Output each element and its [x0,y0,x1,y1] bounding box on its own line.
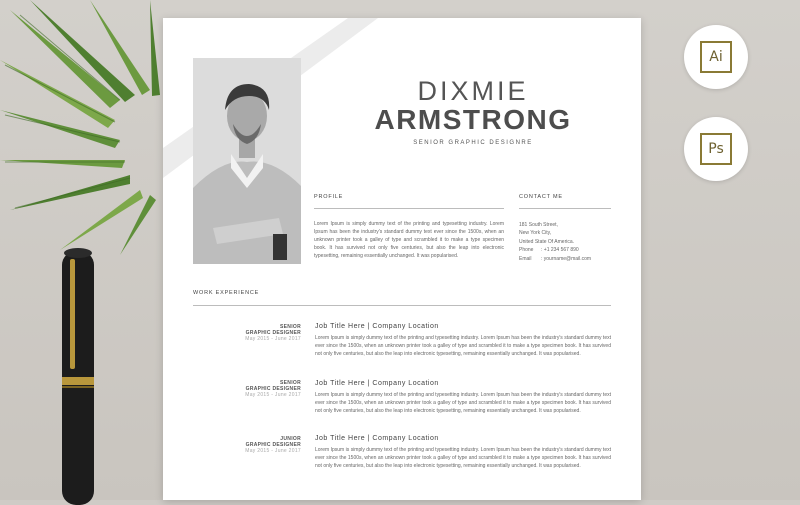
profile-photo [193,58,301,264]
resume-page [163,18,641,500]
job-role-name: GRAPHIC DESIGNER [245,386,301,393]
profile-divider [314,208,504,209]
email-label: Email [519,255,532,262]
job-role-level: SENIOR [280,324,301,330]
address-line-2: New York City, [519,230,552,237]
photoshop-icon: Ps [700,133,732,165]
job-dates: May 2015 - June 2017 [245,392,301,399]
pen-icon [58,245,98,505]
phone-label: Phone [519,247,534,254]
email-row [519,255,591,263]
illustrator-icon: Ai [700,41,732,73]
job-description: Lorem Ipsum is simply dummy text of the printing and typesetting industry. Lorem Ipsum has been the industry's standard dummy text ever since the 1500s, when an unknown printer took a galley of type and scrambled it to make a type specimen book. It has survived not only five centuries, but also the leap into electronic typesetting, remaining essentially unchanged. It was popularised. [315,392,611,414]
experience-heading: WORK EXPERIENCE [193,290,260,296]
address-line-1: 181 South Street, [519,222,558,228]
contact-heading: CONTACT ME [519,194,563,200]
job-role-level: JUNIOR [280,436,301,442]
profile-heading: PROFILE [314,194,344,200]
illustrator-badge [684,25,748,89]
job-description: Lorem Ipsum is simply dummy text of the printing and typesetting industry. Lorem Ipsum has been the industry's standard dummy text ever since the 1500s, when an unknown printer took a galley of type and scrambled it to make a type specimen book. It has survived not only five centuries, but also the leap into electronic typesetting, remaining essentially unchanged. It was popularised. [315,447,611,469]
job-role-level: SENIOR [280,380,301,386]
job-title-heading: Job Title Here | Company Location [315,380,439,387]
job-role [203,324,301,343]
job-description: Lorem Ipsum is simply dummy text of the printing and typesetting industry. Lorem Ipsum has been the industry's standard dummy text ever since the 1500s, when an unknown printer took a galley of type and scrambled it to make a type specimen book. It has survived not only five centuries, but also the leap into electronic typesetting, remaining essentially unchanged. It was popularised. [315,335,611,357]
phone-row [519,246,591,254]
last-name: ARMSTRONG [374,104,572,135]
job-role-name: GRAPHIC DESIGNER [245,330,301,337]
phone-value: : +1 234 567 890 [541,247,579,254]
experience-divider [193,305,611,306]
job-role [203,380,301,399]
job-title-heading: Job Title Here | Company Location [315,435,439,442]
address-line-3: United State Of America. [519,238,575,245]
job-dates: May 2015 - June 2017 [245,448,301,455]
job-dates: May 2015 - June 2017 [245,336,301,343]
photoshop-badge [684,117,748,181]
job-role-name: GRAPHIC DESIGNER [245,442,301,449]
email-value: : yourname@mail.com [541,255,592,262]
job-title: SENIOR GRAPHIC DESIGNRE [413,140,533,146]
contact-divider [519,208,611,209]
job-role [203,436,301,455]
first-name: DIXMIE [417,76,529,106]
profile-text: Lorem Ipsum is simply dummy text of the printing and typesetting industry. Lorem Ipsum has been the industry's standard dummy text ever since the 1500s, when an unknown printer took a galley of type and scrambled it to make a type specimen book. It has survived not only five centuries, but also the leap into electronic typesetting, remaining essentially unchanged. It was popularised. [314,221,504,259]
contact-details [519,221,591,263]
job-title-heading: Job Title Here | Company Location [315,323,439,330]
